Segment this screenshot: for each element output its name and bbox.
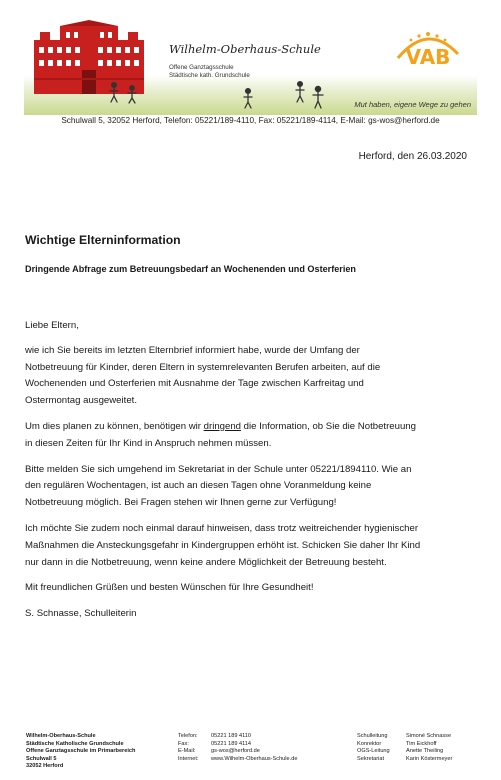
contact-row xyxy=(178,741,297,749)
staff-role: Sekretariat xyxy=(357,755,385,762)
staff-row xyxy=(357,733,452,741)
school-subtitle-line: Offene Ganztagsschule xyxy=(169,64,234,71)
letter-date: Herford, den 26.03.2020 xyxy=(358,151,467,162)
staff-row xyxy=(357,748,452,756)
staff-name: Tim Eickhoff xyxy=(406,740,437,747)
footer-contacts xyxy=(178,733,297,763)
vab-logo-icon xyxy=(392,26,464,70)
staff-name: Simoné Schnasse xyxy=(406,733,452,739)
staff-row xyxy=(357,756,452,764)
staff-role: OGS-Leitung xyxy=(357,748,390,755)
paragraph: wie ich Sie bereits im letzten Elternbrief informiert habe, wurde der Umfang der Notbetreuung für Kinder, deren Eltern in systemrelevanten Berufen arbeiten, auf die Wochenenden und Osterferien mit Ausnahme der Tage zwischen Karfreitag und Ostermontag ausgeweitet. xyxy=(25,344,381,407)
paragraph xyxy=(25,419,487,453)
underlined-word: dringend xyxy=(203,420,242,432)
footer-line: 32052 Herford xyxy=(26,763,64,770)
letter-subtitle: Dringende Abfrage zum Betreuungsbedarf an Wochenenden und Osterferien xyxy=(25,264,356,274)
footer-line: Schulwall 5 xyxy=(26,755,57,762)
school-name: Wilhelm-Oberhaus-Schule xyxy=(169,42,321,56)
footer-line: Offene Ganztagsschule im Primarbereich xyxy=(26,748,136,755)
school-address: Schulwall 5, 32052 Herford, Telefon: 05221/189-4110, Fax: 05221/189-4114, E-Mail: gs-wos@herford.de xyxy=(61,116,440,125)
paragraph: Bitte melden Sie sich umgehend im Sekretariat in der Schule unter 05221/1894110. Wie an den regulären Wochentagen, ist auch an diesen Tagen ohne Voranmeldung keine Notbetreuung möglich. Bei Fragen stehen wir Ihnen gerne zur Verfügung! xyxy=(25,463,412,509)
footer-line: Wilhelm-Oberhaus-Schule xyxy=(26,733,96,739)
contact-value: 05221 189 4114 xyxy=(211,740,252,747)
footer-school-info xyxy=(26,733,135,771)
contact-label: Fax: xyxy=(178,740,189,747)
footer-line: Städtische Katholische Grundschule xyxy=(26,740,124,747)
contact-label: Telefon: xyxy=(178,733,198,739)
letter-body xyxy=(25,318,487,632)
staff-name: Anette Theiling xyxy=(406,748,444,755)
contact-row xyxy=(178,733,297,741)
contact-row xyxy=(178,748,297,756)
logo-text: VAB xyxy=(405,45,451,69)
paragraph: Ich möchte Sie zudem noch einmal darauf hinweisen, dass trotz weitreichender hygienischer Maßnahmen die Ansteckungsgefahr in Kindergruppen erhöht ist. Schicken Sie daher Ihr Kind nur dann in die Notbetreuung, wenn keine andere Möglichkeit der Betreuung besteht. xyxy=(25,522,421,568)
staff-role: Konrektor xyxy=(357,740,382,747)
school-subtitle-line: Städtische kath. Grundschule xyxy=(169,72,250,79)
motto: Mut haben, eigene Wege zu gehen xyxy=(354,100,471,109)
greeting: Liebe Eltern, xyxy=(25,320,79,331)
staff-row xyxy=(357,741,452,749)
contact-label: E-Mail: xyxy=(178,748,196,755)
staff-name: Karin Köstermeyer xyxy=(406,755,453,762)
signature: S. Schnasse, Schulleiterin xyxy=(25,608,137,620)
letterhead-banner xyxy=(24,12,477,115)
contact-value: gs-wos@herford.de xyxy=(211,748,260,755)
contact-value: www.Wilhelm-Oberhaus-Schule.de xyxy=(211,755,298,762)
paragraph-text: Um dies planen zu können, benötigen wir xyxy=(25,420,204,432)
contact-row xyxy=(178,756,297,764)
paragraph-text: die Information, ob Sie die Notbetreuung in diesen Zeiten für Ihr Kind in Anspruch nehmen müssen. xyxy=(25,420,416,449)
staff-role: Schulleitung xyxy=(357,733,388,739)
footer-staff xyxy=(357,733,452,763)
contact-value: 05221 189 4110 xyxy=(211,733,252,739)
letter-title: Wichtige Elterninformation xyxy=(25,233,181,247)
contact-label: Internet: xyxy=(178,755,199,762)
closing: Mit freundlichen Grüßen und besten Wünschen für Ihre Gesundheit! xyxy=(25,582,314,594)
